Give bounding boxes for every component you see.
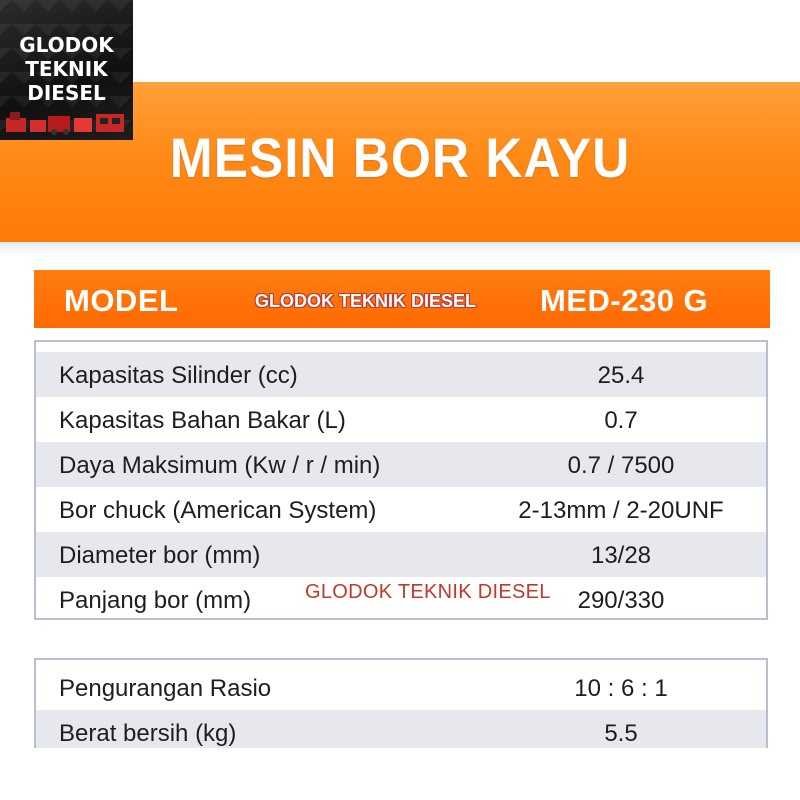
logo-line-2: TEKNIK <box>25 57 108 81</box>
page-title: MESIN BOR KAYU <box>169 126 631 189</box>
spec-value: 5.5 <box>604 720 638 747</box>
spec-value: 13/28 <box>590 542 652 569</box>
spec-row <box>36 665 766 710</box>
spec-row <box>36 532 766 577</box>
banner-shadow <box>0 242 800 256</box>
spec-row <box>36 442 766 487</box>
spec-label: Daya Maksimum (Kw / r / min) <box>59 452 381 479</box>
spec-value: 0.7 <box>604 407 638 434</box>
spec-value: 25.4 <box>597 362 645 389</box>
model-watermark: GLODOK TEKNIK DIESEL <box>255 291 477 311</box>
brand-logo <box>0 0 133 140</box>
spec-label: Diameter bor (mm) <box>59 542 261 569</box>
logo-line-1: GLODOK <box>19 33 114 57</box>
spec-label: Pengurangan Rasio <box>59 675 272 702</box>
table-watermark: GLODOK TEKNIK DIESEL <box>305 581 551 603</box>
spec-label: Berat bersih (kg) <box>59 720 237 747</box>
spec-value: 0.7 / 7500 <box>567 452 675 479</box>
spec-table <box>34 340 768 620</box>
spec-label: Panjang bor (mm) <box>59 587 252 614</box>
spec-label: Kapasitas Bahan Bakar (L) <box>59 407 346 434</box>
spec-table-2 <box>34 658 768 750</box>
spec-row <box>36 352 766 397</box>
model-label: MODEL <box>64 283 179 318</box>
spec-label: Bor chuck (American System) <box>59 497 377 524</box>
logo-line-3: DIESEL <box>27 81 106 105</box>
model-value: MED-230 G <box>540 283 709 318</box>
spec-row <box>36 397 766 442</box>
spec-value: 290/330 <box>577 587 665 614</box>
spec-value: 2-13mm / 2-20UNF <box>518 497 724 524</box>
spec-value: 10 : 6 : 1 <box>574 675 668 702</box>
machines-illustration-icon <box>4 106 129 136</box>
spec-label: Kapasitas Silinder (cc) <box>59 362 298 389</box>
bottom-fade <box>0 748 800 800</box>
spec-row <box>36 487 766 532</box>
